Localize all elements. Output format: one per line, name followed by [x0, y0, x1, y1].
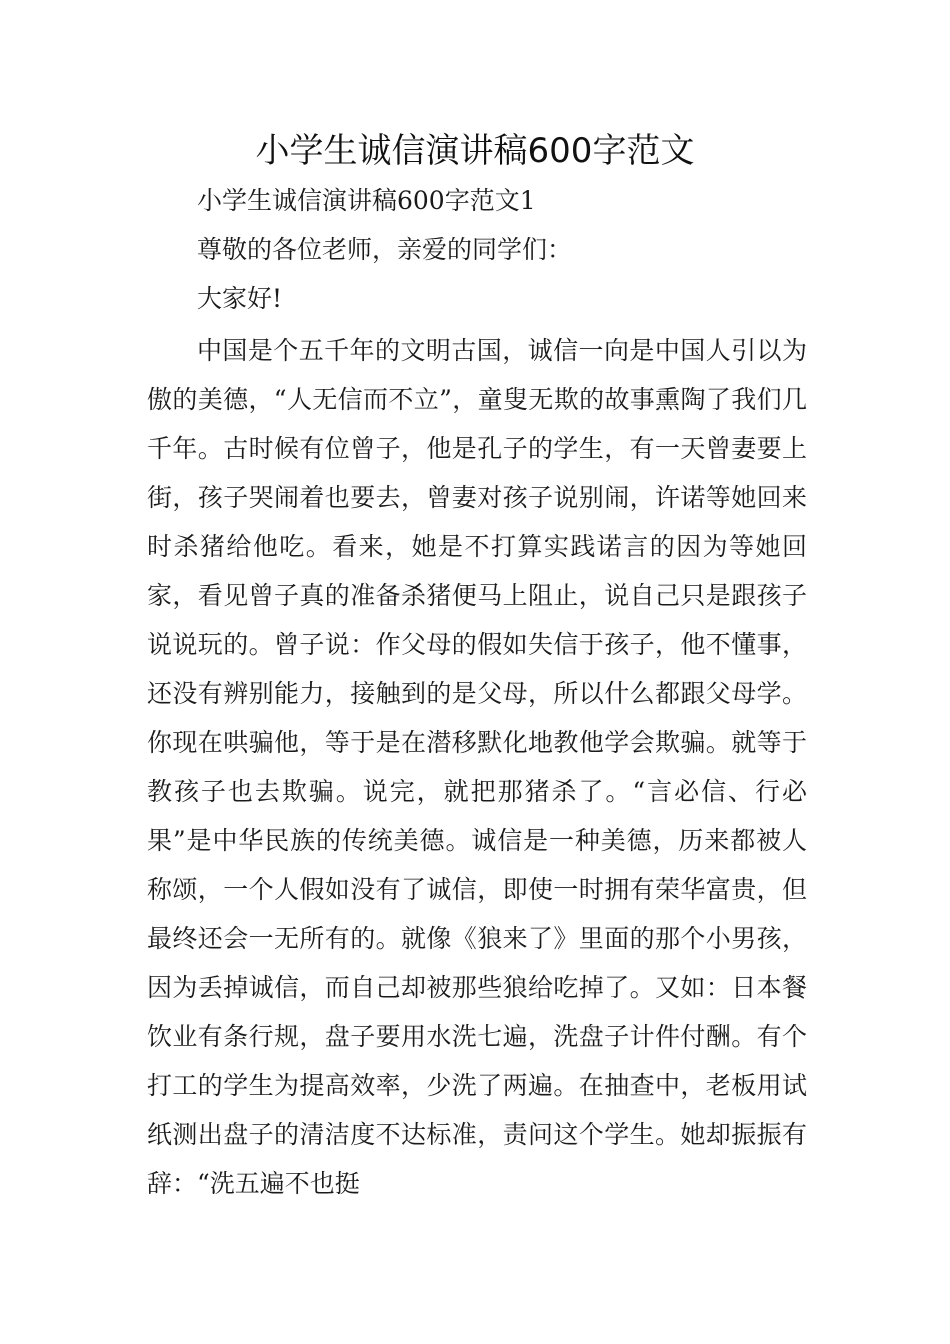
greeting-paragraph: 大家好!: [197, 284, 283, 313]
document-title: 小学生诚信演讲稿600字范文: [255, 131, 695, 171]
salutation-paragraph: 尊敬的各位老师，亲爱的同学们：: [197, 235, 573, 264]
body-paragraph: 中国是个五千年的文明古国，诚信一向是中国人引以为傲的美德，“人无信而不立”，童叟无欺的故事熏陶了我们几千年。古时候有位曾子，他是孔子的学生，有一天曾妻要上街，孩子哭闹着也要去，曾妻对孩子说别闹，许诺等她回来时杀猪给他吃。看来，她是不打算实践诺言的因为等她回家，看见曾子真的准备杀猪便马上阻止，说自己只是跟孩子说说玩的。曾子说：作父母的假如失信于孩子，他不懂事，还没有辨别能力，接触到的是父母，所以什么都跟父母学。你现在哄骗他，等于是在潜移默化地教他学会欺骗。就等于教孩子也去欺骗。说完，就把那猪杀了。“言必信、行必果”是中华民族的传统美德。诚信是一种美德，历来都被人称颂，一个人假如没有了诚信，即使一时拥有荣华富贵，但最终还会一无所有的。就像《狼来了》里面的那个小男孩，因为丢掉诚信，而自己却被那些狼给吃掉了。又如：日本餐饮业有条行规，盘子要用水洗七遍，洗盘子计件付酬。有个打工的学生为提高效率，少洗了两遍。在抽查中，老板用试纸测出盘子的清洁度不达标准，责问这个学生。她却振振有辞：“洗五遍不也挺: [147, 336, 807, 1198]
section-heading: 小学生诚信演讲稿600字范文1: [197, 186, 536, 215]
